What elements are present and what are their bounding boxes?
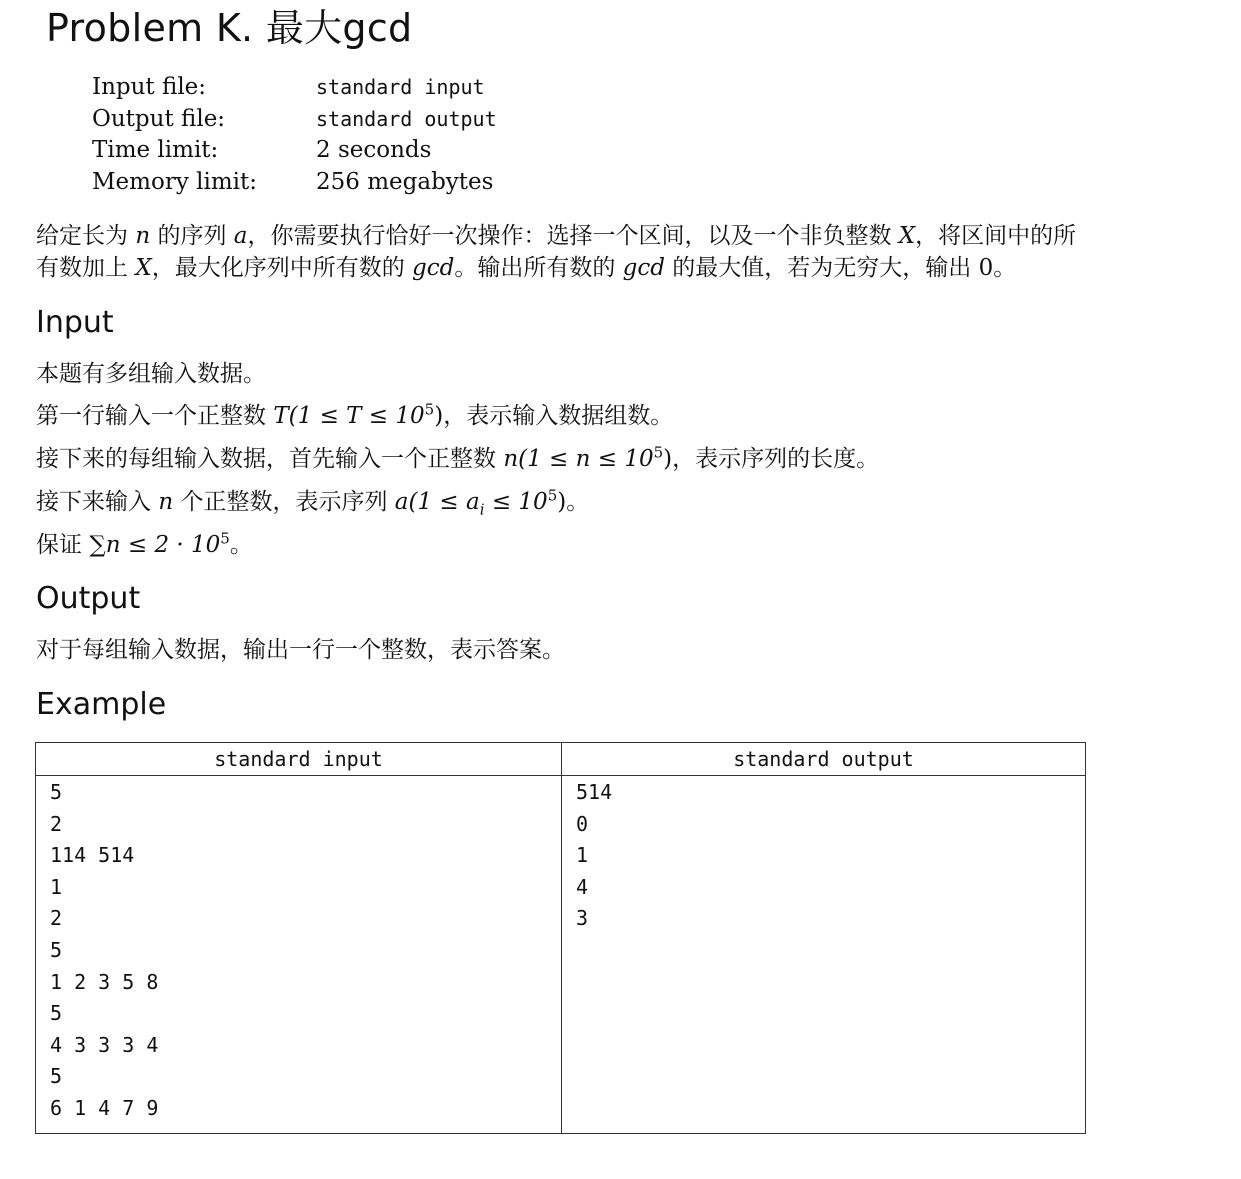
example-input-line: 1 2 3 5 8 xyxy=(50,969,159,994)
statement-text: 的序列 xyxy=(157,223,227,249)
output-file-label: Output file: xyxy=(92,105,226,132)
statement-text: 有数加上 xyxy=(36,255,128,281)
math-sum: ∑ xyxy=(89,532,106,558)
output-heading: Output xyxy=(36,581,141,616)
input-text: 。 xyxy=(566,489,590,515)
math-var: gcd xyxy=(622,255,665,281)
example-output-line: 514 xyxy=(576,780,613,804)
statement-text: 给定长为 xyxy=(36,223,128,249)
statement-text: ，最大化序列中所有数的 xyxy=(151,255,405,281)
statement-line-2 xyxy=(36,252,1016,284)
math-subscript: i xyxy=(479,500,485,519)
input-text: 个正整数，表示序列 xyxy=(180,489,388,515)
example-input-line: 4 3 3 3 4 xyxy=(50,1032,159,1057)
math-exponent: 5 xyxy=(220,529,230,548)
example-output-line: 4 xyxy=(576,874,589,899)
math-num: 0 xyxy=(978,255,994,281)
math-exponent: 5 xyxy=(653,443,664,462)
input-text: 。 xyxy=(229,532,253,558)
math-var: a xyxy=(233,223,248,249)
input-file-value: standard input xyxy=(316,75,485,99)
math-close: ) xyxy=(434,403,444,429)
example-input-line: 5 xyxy=(50,1064,63,1089)
time-limit-value: 2 seconds xyxy=(316,137,432,163)
time-limit-label: Time limit: xyxy=(92,137,219,163)
input-line-1: 本题有多组输入数据。 xyxy=(36,361,266,387)
example-input-line: 2 xyxy=(50,811,63,836)
statement-text: 。输出所有数的 xyxy=(454,255,616,281)
math-exponent: 5 xyxy=(547,486,558,505)
input-line-3 xyxy=(36,443,879,475)
example-output-lines xyxy=(562,776,1085,935)
output-line-1: 对于每组输入数据，输出一行一个整数，表示答案。 xyxy=(36,637,565,663)
example-input-line: 5 xyxy=(50,780,63,804)
example-input-line: 5 xyxy=(50,1001,63,1026)
example-input-lines xyxy=(36,776,561,1125)
math-expr: n ≤ 2 · 10 xyxy=(105,532,221,558)
statement-line-1 xyxy=(36,220,1076,252)
input-file-label: Input file: xyxy=(92,74,207,100)
input-text: ，表示序列的长度。 xyxy=(672,446,880,472)
math-var: gcd xyxy=(412,255,455,281)
example-heading: Example xyxy=(36,687,167,722)
input-text: 第一行输入一个正整数 xyxy=(36,403,266,429)
input-text: 接下来的每组输入数据，首先输入一个正整数 xyxy=(36,446,496,472)
input-line-5 xyxy=(36,529,253,561)
example-input-line: 5 xyxy=(50,937,63,962)
page-title: Problem K. 最大gcd xyxy=(46,6,413,50)
example-input-header: standard input xyxy=(36,743,561,776)
input-text: ，表示输入数据组数。 xyxy=(443,403,674,429)
example-table xyxy=(35,742,1086,1134)
math-close: ) xyxy=(557,489,567,515)
example-output-line: 3 xyxy=(576,906,589,931)
input-heading: Input xyxy=(36,305,114,340)
example-input-line: 114 514 xyxy=(50,843,135,868)
statement-text: 的最大值，若为无穷大，输出 xyxy=(672,255,972,281)
memory-limit-value: 256 megabytes xyxy=(316,168,494,195)
input-text: 接下来输入 xyxy=(36,489,151,515)
math-exponent: 5 xyxy=(424,400,435,419)
statement-text: ，你需要执行恰好一次操作：选择一个区间，以及一个非负整数 xyxy=(247,223,892,249)
input-line-2 xyxy=(36,400,673,432)
math-var: X xyxy=(898,223,916,249)
math-var: n xyxy=(135,223,151,249)
example-input-column xyxy=(36,743,562,1133)
memory-limit-label: Memory limit: xyxy=(92,168,257,195)
example-output-column xyxy=(562,743,1085,1133)
math-var: X xyxy=(135,255,152,281)
math-close: ) xyxy=(663,446,673,472)
input-text: 保证 xyxy=(36,532,82,558)
example-input-line: 2 xyxy=(50,906,63,931)
math-expr: a(1 ≤ a xyxy=(394,489,480,515)
input-line-4 xyxy=(36,486,589,518)
example-output-header: standard output xyxy=(562,743,1085,776)
math-expr: ≤ 10 xyxy=(484,489,548,515)
math-expr: n(1 ≤ n ≤ 10 xyxy=(503,446,654,472)
statement-text: 。 xyxy=(993,255,1017,281)
example-output-line: 1 xyxy=(576,843,589,868)
statement-text: ，将区间中的所 xyxy=(915,223,1077,249)
math-var: n xyxy=(158,489,174,515)
example-output-line: 0 xyxy=(576,811,589,836)
output-file-value: standard output xyxy=(316,106,497,131)
example-input-line: 1 xyxy=(50,874,63,899)
math-expr: T(1 ≤ T ≤ 10 xyxy=(273,403,425,429)
example-input-line: 6 1 4 7 9 xyxy=(50,1095,159,1120)
